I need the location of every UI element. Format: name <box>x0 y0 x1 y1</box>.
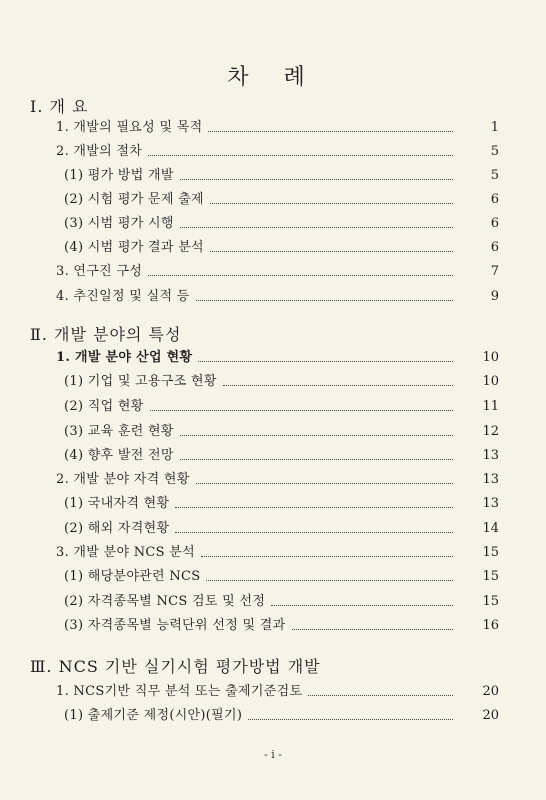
toc-entry-label: (1) 국내자격 현황 <box>64 496 170 511</box>
toc-entry[interactable] <box>0 490 546 512</box>
toc-entry-label: (3) 시범 평가 시행 <box>64 216 174 231</box>
toc-entry-page: 12 <box>482 424 499 439</box>
dot-leader <box>206 580 453 581</box>
toc-entry-page: 15 <box>482 594 499 609</box>
toc-entry[interactable] <box>0 114 546 136</box>
dot-leader <box>180 227 453 228</box>
toc-entry-page: 11 <box>482 399 499 414</box>
toc-entry-page: 6 <box>490 240 499 255</box>
dot-leader <box>201 556 453 557</box>
dot-leader <box>180 459 453 460</box>
toc-entry-page: 6 <box>490 192 499 207</box>
dot-leader <box>175 507 453 508</box>
toc-entry[interactable] <box>0 466 546 488</box>
dot-leader <box>271 605 453 606</box>
toc-entry[interactable] <box>0 162 546 184</box>
dot-leader <box>208 131 453 132</box>
toc-entry-label: (4) 시범 평가 결과 분석 <box>64 240 204 255</box>
dot-leader <box>196 483 453 484</box>
toc-entry-page: 9 <box>490 289 499 304</box>
toc-entry[interactable] <box>0 344 546 366</box>
toc-entry-label: 3. 연구진 구성 <box>56 264 143 279</box>
toc-entry-label: 2. 개발 분야 자격 현황 <box>56 472 190 487</box>
toc-entry-page: 5 <box>490 144 499 159</box>
toc-entry[interactable] <box>0 678 546 700</box>
dot-leader <box>308 695 453 696</box>
toc-entry-label: (4) 향후 발전 전망 <box>64 448 174 463</box>
toc-entry[interactable] <box>0 515 546 537</box>
section-heading-3: Ⅲ. NCS 기반 실기시험 평가방법 개발 <box>30 657 321 676</box>
toc-entry[interactable] <box>0 368 546 390</box>
toc-entry-page: 16 <box>482 618 499 633</box>
toc-entry[interactable] <box>0 393 546 415</box>
toc-entry-page: 13 <box>482 448 499 463</box>
page-title: 차 례 <box>227 65 319 90</box>
toc-entry[interactable] <box>0 442 546 464</box>
toc-entry-label: 1. 개발 분야 산업 현황 <box>56 350 193 365</box>
toc-entry-label: (2) 해외 자격현황 <box>64 521 170 536</box>
dot-leader <box>223 385 453 386</box>
toc-entry-label: 1. 개발의 필요성 및 목적 <box>56 120 203 135</box>
toc-entry[interactable] <box>0 138 546 160</box>
toc-entry-label: (1) 평가 방법 개발 <box>64 168 174 183</box>
toc-entry-page: 13 <box>482 496 499 511</box>
toc-entry-page: 1 <box>490 120 499 135</box>
toc-entry[interactable] <box>0 210 546 232</box>
toc-entry-page: 20 <box>482 684 499 699</box>
dot-leader <box>148 275 453 276</box>
dot-leader <box>180 435 453 436</box>
toc-entry[interactable] <box>0 612 546 634</box>
toc-entry-label: (1) 기업 및 고용구조 현황 <box>64 374 217 389</box>
toc-entry-label: 2. 개발의 절차 <box>56 144 143 159</box>
toc-entry[interactable] <box>0 234 546 256</box>
dot-leader <box>175 532 453 533</box>
section-heading-2: Ⅱ. 개발 분야의 특성 <box>30 325 182 344</box>
toc-entry[interactable] <box>0 539 546 561</box>
toc-entry-label: (1) 출제기준 제정(시안)(필기) <box>64 708 243 723</box>
toc-entry-label: (1) 해당분야관련 NCS <box>64 569 201 584</box>
toc-entry-label: 3. 개발 분야 NCS 분석 <box>56 545 196 560</box>
toc-entry[interactable] <box>0 258 546 280</box>
toc-entry-label: (2) 시험 평가 문제 출제 <box>64 192 204 207</box>
toc-entry-page: 13 <box>482 472 499 487</box>
dot-leader <box>210 203 453 204</box>
page-number: - i - <box>264 748 282 761</box>
dot-leader <box>196 300 453 301</box>
toc-entry[interactable] <box>0 186 546 208</box>
dot-leader <box>210 251 453 252</box>
toc-entry[interactable] <box>0 418 546 440</box>
toc-entry-page: 10 <box>482 350 499 365</box>
toc-entry-label: 1. NCS기반 직무 분석 또는 출제기준검토 <box>56 684 303 699</box>
dot-leader <box>148 155 453 156</box>
toc-entry-page: 10 <box>482 374 499 389</box>
dot-leader <box>292 629 454 630</box>
toc-entry-page: 7 <box>490 264 499 279</box>
dot-leader <box>180 179 453 180</box>
section-heading-1: Ⅰ. 개 요 <box>30 97 89 116</box>
dot-leader <box>198 361 453 362</box>
toc-entry-page: 20 <box>482 708 499 723</box>
toc-entry-page: 5 <box>490 168 499 183</box>
toc-entry-page: 15 <box>482 545 499 560</box>
toc-entry-label: (2) 자격종목별 NCS 검토 및 선정 <box>64 594 266 609</box>
toc-entry-page: 15 <box>482 569 499 584</box>
dot-leader <box>248 719 453 720</box>
dot-leader <box>150 410 453 411</box>
toc-entry-label: (3) 교육 훈련 현황 <box>64 424 174 439</box>
toc-entry-label: 4. 추진일정 및 실적 등 <box>56 289 190 304</box>
toc-entry-page: 14 <box>482 521 499 536</box>
toc-entry-label: (3) 자격종목별 능력단위 선정 및 결과 <box>64 618 286 633</box>
toc-entry-label: (2) 직업 현황 <box>64 399 144 414</box>
toc-entry[interactable] <box>0 563 546 585</box>
toc-entry[interactable] <box>0 588 546 610</box>
toc-entry[interactable] <box>0 283 546 305</box>
toc-entry-page: 6 <box>490 216 499 231</box>
toc-entry[interactable] <box>0 702 546 724</box>
